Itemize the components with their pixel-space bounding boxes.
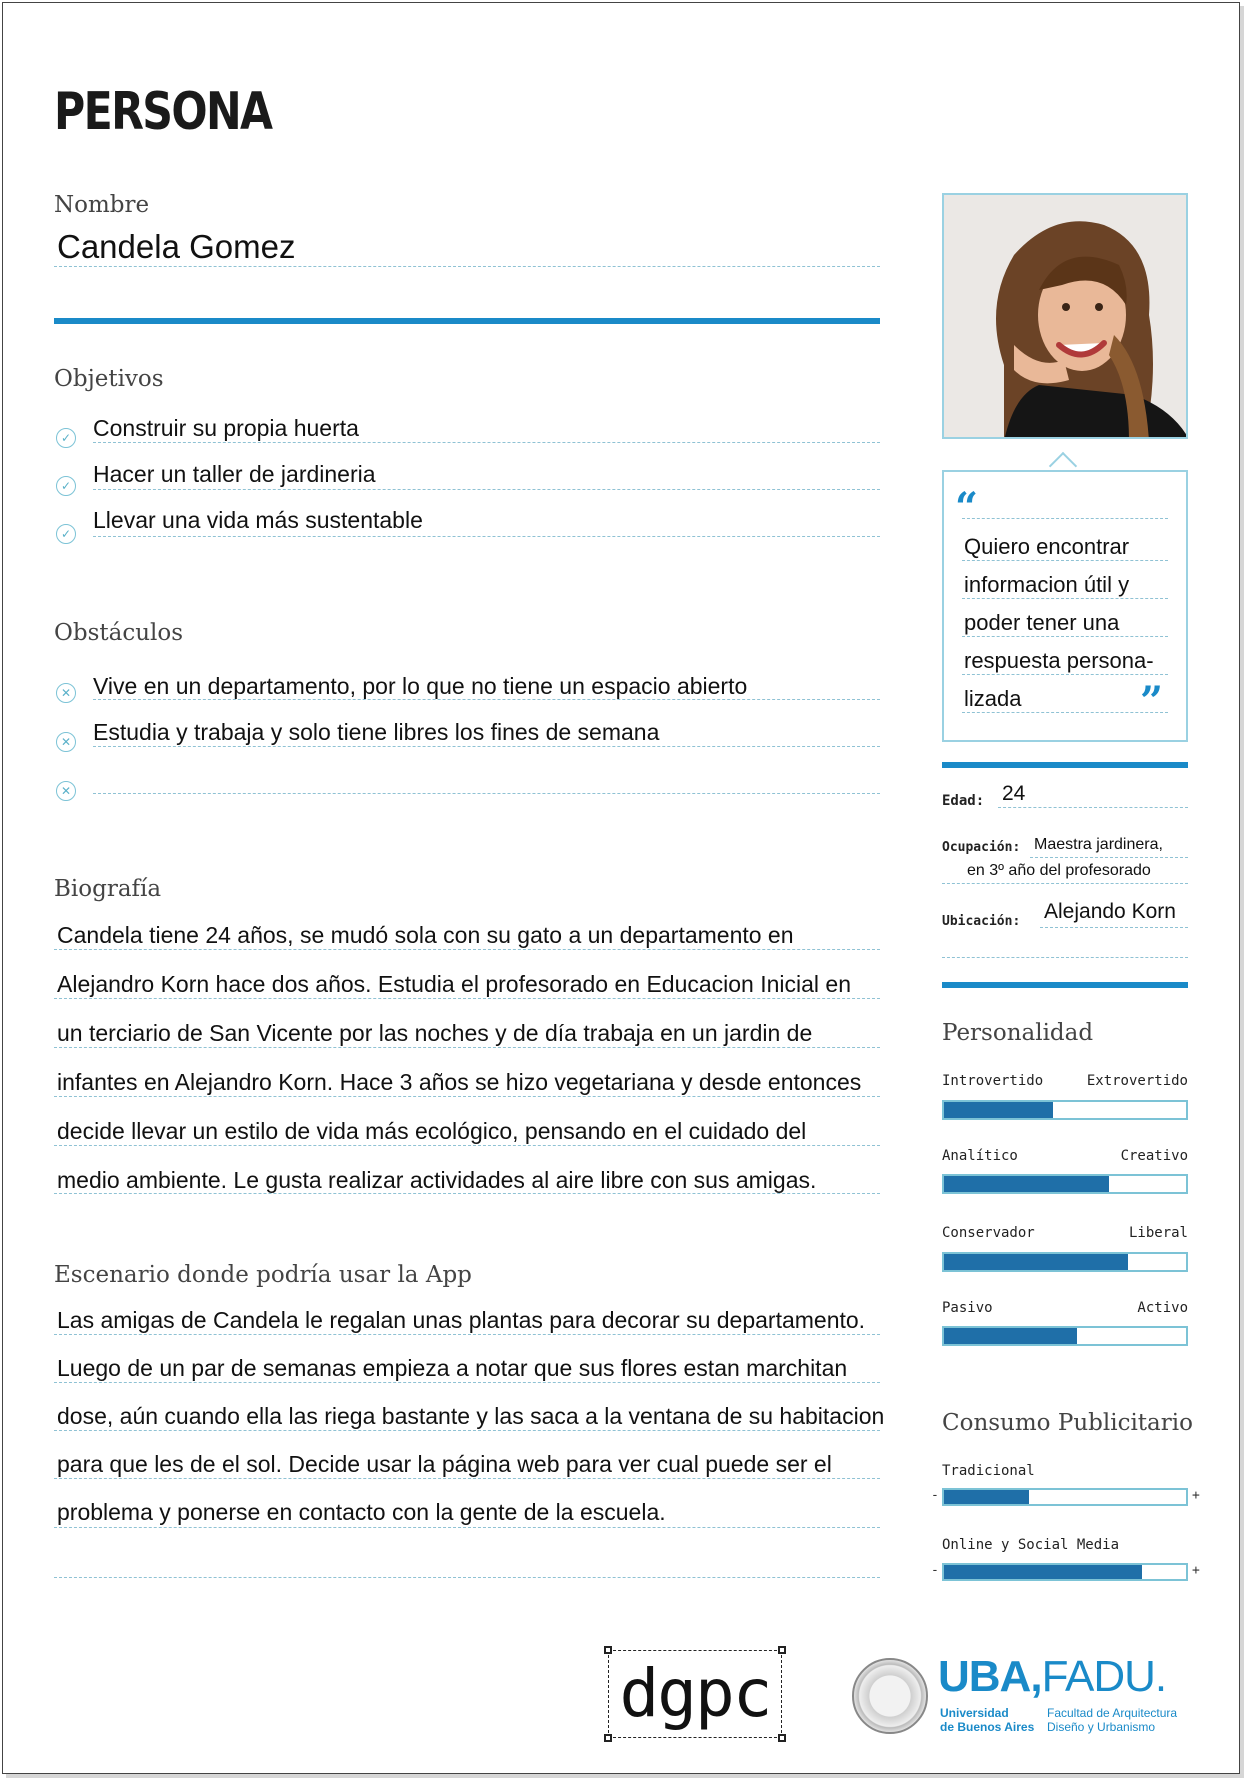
- edad-value: 24: [1002, 782, 1026, 805]
- page-title: PERSONA: [54, 82, 272, 142]
- trait-left-label: Conservador: [942, 1225, 1035, 1241]
- channel-label: Tradicional: [942, 1463, 1035, 1479]
- divider: [962, 598, 1168, 599]
- logo-corner: [778, 1734, 786, 1742]
- divider: [54, 1096, 880, 1097]
- quote-line: lizada: [964, 686, 1022, 711]
- biografia-line: infantes en Alejandro Korn. Hace 3 años se hizo vegetariana y desde entonces: [57, 1069, 862, 1095]
- divider: [93, 699, 880, 700]
- objetivo-item: Construir su propia huerta: [93, 415, 359, 441]
- uba-seal-icon: [852, 1658, 928, 1734]
- trait-bar-fill: [944, 1176, 1109, 1192]
- divider: [54, 1577, 880, 1578]
- check-icon: ✓: [56, 524, 76, 544]
- divider: [93, 489, 880, 490]
- divider: [962, 636, 1168, 637]
- check-icon: ✓: [56, 476, 76, 496]
- divider: [54, 1382, 880, 1383]
- channel-bar: [942, 1488, 1188, 1506]
- divider: [942, 883, 1188, 884]
- logo-corner: [604, 1646, 612, 1654]
- cross-icon: ✕: [56, 781, 76, 801]
- quote-line: Quiero encontrar: [964, 534, 1130, 559]
- divider: [54, 998, 880, 999]
- obstaculo-item: Vive en un departamento, por lo que no tiene un espacio abierto: [93, 673, 748, 699]
- persona-photo: [942, 193, 1188, 439]
- escenario-line: dose, aún cuando ella las riega bastante y las saca a la ventana de su habitacion: [57, 1403, 885, 1429]
- check-icon: ✓: [56, 428, 76, 448]
- divider: [54, 949, 880, 950]
- channel-bar: [942, 1563, 1188, 1581]
- plus-sign: +: [1192, 1488, 1200, 1503]
- dgpc-logo-text: dgpc: [619, 1655, 771, 1732]
- channel-bar-fill: [944, 1565, 1142, 1579]
- divider: [54, 1145, 880, 1146]
- divider: [1030, 857, 1188, 858]
- uba-subtitle-2: de Buenos Aires: [940, 1720, 1035, 1734]
- divider: [54, 1193, 880, 1194]
- biografia-line: Candela tiene 24 años, se mudó sola con su gato a un departamento en: [57, 922, 794, 948]
- trait-bar-fill: [944, 1328, 1077, 1344]
- divider: [962, 518, 1168, 519]
- fadu-logo-text: FADU.: [1041, 1652, 1167, 1701]
- trait-right-label: Creativo: [1120, 1148, 1188, 1164]
- plus-sign: +: [1192, 1563, 1200, 1578]
- ocupacion-label: Ocupación:: [942, 840, 1021, 855]
- cross-icon: ✕: [56, 683, 76, 703]
- escenario-line: para que les de el sol. Decide usar la página web para ver cual puede ser el: [57, 1451, 832, 1477]
- escenario-line: Las amigas de Candela le regalan unas plantas para decorar su departamento.: [57, 1307, 866, 1333]
- trait-bar-fill: [944, 1102, 1053, 1118]
- trait-bar-fill: [944, 1254, 1128, 1270]
- trait-bar: [942, 1100, 1188, 1120]
- divider: [962, 674, 1168, 675]
- nombre-label: Nombre: [54, 192, 150, 218]
- channel-bar-fill: [944, 1490, 1029, 1504]
- logo-corner: [778, 1646, 786, 1654]
- nombre-value: Candela Gomez: [57, 228, 296, 265]
- trait-left-label: Introvertido: [942, 1073, 1044, 1089]
- obstaculos-label: Obstáculos: [54, 620, 184, 646]
- divider: [1040, 927, 1188, 928]
- objetivo-item: Hacer un taller de jardineria: [93, 461, 376, 487]
- escenario-line: Luego de un par de semanas empieza a notar que sus flores estan marchitan: [57, 1355, 848, 1381]
- divider: [962, 712, 1168, 713]
- biografia-line: un terciario de San Vicente por las noches y de día trabaja en un jardin de: [57, 1020, 813, 1046]
- trait-right-label: Activo: [1137, 1300, 1188, 1316]
- quote-line: poder tener una: [964, 610, 1120, 635]
- ubicacion-value: Alejando Korn: [1044, 900, 1176, 923]
- fadu-subtitle-1: Facultad de Arquitectura: [1047, 1706, 1178, 1720]
- divider: [942, 957, 1188, 958]
- trait-bar: [942, 1252, 1188, 1272]
- divider: [54, 266, 880, 267]
- edad-label: Edad:: [942, 793, 985, 809]
- personalidad-label: Personalidad: [942, 1020, 1094, 1046]
- uba-logo-text: UBA,: [938, 1652, 1042, 1701]
- ocupacion-value: Maestra jardinera,: [1034, 836, 1163, 853]
- trait-left-label: Analítico: [942, 1148, 1018, 1164]
- divider: [93, 746, 880, 747]
- portrait-image: [944, 195, 1188, 439]
- objetivo-item: Llevar una vida más sustentable: [93, 507, 423, 533]
- divider: [54, 1430, 880, 1431]
- divider: [93, 536, 880, 537]
- divider: [54, 1527, 880, 1528]
- cross-icon: ✕: [56, 732, 76, 752]
- section-rule: [54, 318, 880, 324]
- escenario-label: Escenario donde podría usar la App: [54, 1262, 472, 1288]
- minus-sign: -: [931, 1563, 939, 1578]
- divider: [54, 1478, 880, 1479]
- objetivos-label: Objetivos: [54, 366, 164, 392]
- escenario-line: problema y ponerse en contacto con la gente de la escuela.: [57, 1499, 666, 1525]
- divider: [998, 807, 1188, 808]
- divider: [54, 1047, 880, 1048]
- channel-label: Online y Social Media: [942, 1537, 1120, 1553]
- quote-line: informacion útil y: [964, 572, 1130, 597]
- divider: [93, 793, 880, 794]
- divider: [54, 1334, 880, 1335]
- ocupacion-value-2: en 3º año del profesorado: [967, 862, 1151, 879]
- trait-right-label: Liberal: [1128, 1225, 1188, 1241]
- trait-bar: [942, 1326, 1188, 1346]
- biografia-line: medio ambiente. Le gusta realizar actividades al aire libre con sus amigas.: [57, 1167, 817, 1193]
- trait-left-label: Pasivo: [942, 1300, 993, 1316]
- biografia-label: Biografía: [54, 876, 162, 902]
- ubicacion-label: Ubicación:: [942, 914, 1021, 929]
- section-rule: [942, 982, 1188, 988]
- dgpc-logo: [608, 1650, 782, 1738]
- close-quote-icon: ”: [1140, 678, 1164, 725]
- obstaculo-item: Estudia y trabaja y solo tiene libres los fines de semana: [93, 719, 660, 745]
- section-rule: [942, 762, 1188, 768]
- uba-fadu-logo: [938, 1652, 1166, 1702]
- logo-corner: [604, 1734, 612, 1742]
- trait-right-label: Extrovertido: [1086, 1073, 1188, 1089]
- consumo-label: Consumo Publicitario: [942, 1410, 1193, 1436]
- trait-bar: [942, 1174, 1188, 1194]
- quote-line: respuesta persona-: [964, 648, 1154, 673]
- divider: [93, 442, 880, 443]
- open-quote-icon: “: [955, 484, 979, 531]
- biografia-line: Alejandro Korn hace dos años. Estudia el profesorado en Educacion Inicial en: [57, 971, 852, 997]
- uba-subtitle-1: Universidad: [940, 1706, 1009, 1720]
- divider: [962, 560, 1168, 561]
- fadu-subtitle-2: Diseño y Urbanismo: [1047, 1720, 1156, 1734]
- minus-sign: -: [931, 1488, 939, 1503]
- biografia-line: decide llevar un estilo de vida más ecológico, pensando en el cuidado del: [57, 1118, 807, 1144]
